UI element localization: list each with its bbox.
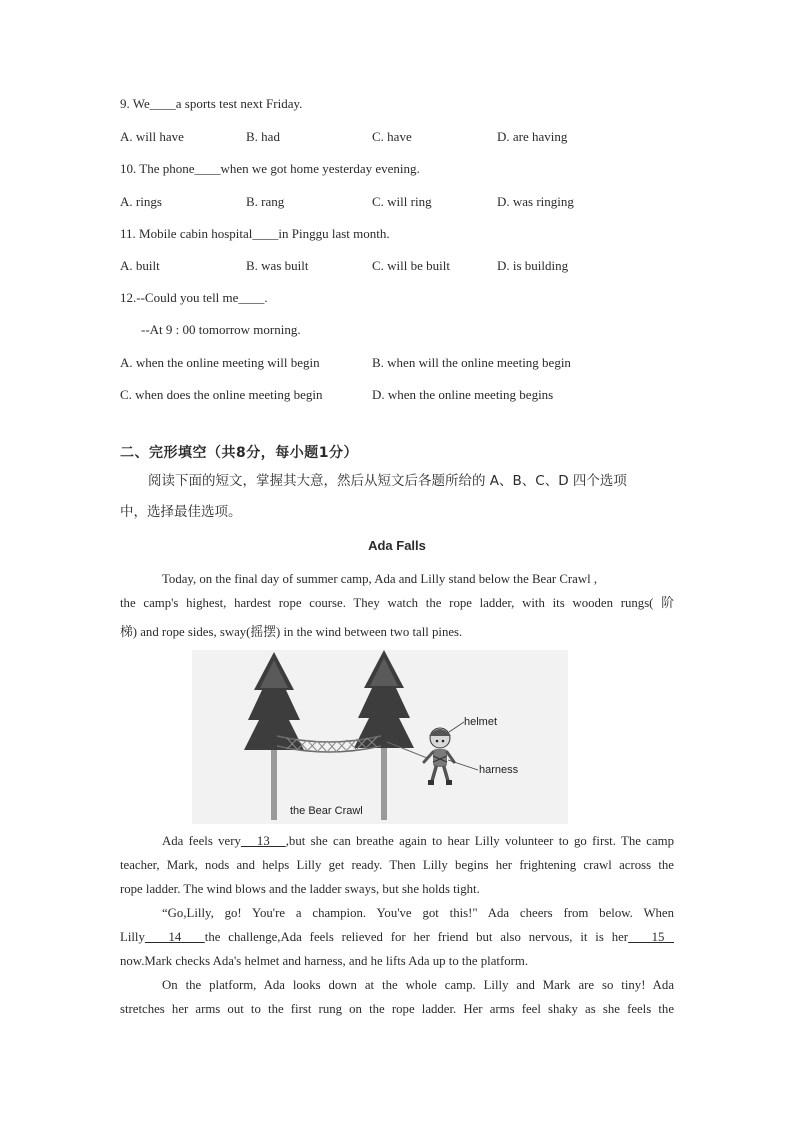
question-11-option-c: C. will be built [372,258,450,273]
question-12-stem: 12.--Could you tell me____. [120,290,268,305]
p3-text-pre: Lilly [120,930,145,944]
question-9-option-c: C. have [372,129,412,144]
question-11-option-b: B. was built [246,258,309,273]
question-12-option-b: B. when will the online meeting begin [372,355,571,370]
passage-p3-line1: “Go,Lilly, go! You're a champion. You've got this!" Ada cheers from below. When [162,906,674,920]
question-11-option-a: A. built [120,258,160,273]
passage-p2-line2: teacher, Mark, nods and helps Lilly get ready. Then Lilly begins her frightening crawl across the [120,858,674,872]
harness-label: harness [479,764,519,776]
bear-crawl-illustration [192,650,568,824]
passage-p4-line2: stretches her arms out to the first rung on the rope ladder. Her arms feel shaky as she feels the [120,1002,674,1016]
question-9-stem: 9. We____a sports test next Friday. [120,96,303,111]
p2-text-pre: Ada feels very [162,834,241,848]
section-instruction-line2: 中，选择最佳选项。 [120,504,242,520]
passage-p1-line3: 梯) and rope sides, sway(摇摆) in the wind between two tall pines. [120,625,463,639]
question-12-option-c: C. when does the online meeting begin [120,387,323,402]
blank-14: 14 [144,930,205,944]
passage-p4-line1: On the platform, Ada looks down at the whole camp. Lilly and Mark are so tiny! Ada [162,978,674,992]
question-10-option-c: C. will ring [372,194,432,209]
passage-p1-line2: the camp's highest, hardest rope course. They watch the rope ladder, with its wooden rungs( 阶 [120,596,674,610]
passage-p3-line3: now.Mark checks Ada's helmet and harness, and he lifts Ada up to the platform. [120,954,529,968]
blank-15: 15 [628,930,674,944]
question-10-option-d: D. was ringing [497,194,574,209]
passage-title: Ada Falls [368,538,426,553]
passage-p1-line1: Today, on the final day of summer camp, Ada and Lilly stand below the Bear Crawl , [162,572,598,586]
figure-caption: the Bear Crawl [290,805,363,817]
question-11-stem: 11. Mobile cabin hospital____in Pinggu last month. [120,226,390,241]
question-12-option-d: D. when the online meeting begins [372,387,554,402]
p3-text-mid: the challenge,Ada feels relieved for her friend but also nervous, it is her [204,930,629,944]
section-heading: 二、完形填空（共8分，每小题1分） [120,445,358,461]
blank-13: 13 [240,834,286,848]
passage-p3-line2 [120,929,674,945]
question-9-option-d: D. are having [497,129,568,144]
question-10-option-a: A. rings [120,194,162,209]
passage-p2-line3: rope ladder. The wind blows and the ladder sways, but she holds tight. [120,882,480,896]
p2-text-post: ,but she can breathe again to hear Lilly volunteer to go first. The camp [285,834,674,848]
question-10-stem: 10. The phone____when we got home yesterday evening. [120,161,420,176]
question-9-option-a: A. will have [120,129,184,144]
question-12-option-a: A. when the online meeting will begin [120,355,320,370]
section-instruction-line1: 阅读下面的短文，掌握其大意，然后从短文后各题所给的 A、B、C、D 四个选项 [148,473,627,489]
question-12-answer: --At 9 : 00 tomorrow morning. [141,322,301,337]
passage-p2-line1 [162,833,674,849]
question-9-option-b: B. had [246,129,280,144]
question-11-option-d: D. is building [497,258,569,273]
question-10-option-b: B. rang [246,194,285,209]
helmet-label: helmet [464,716,498,728]
